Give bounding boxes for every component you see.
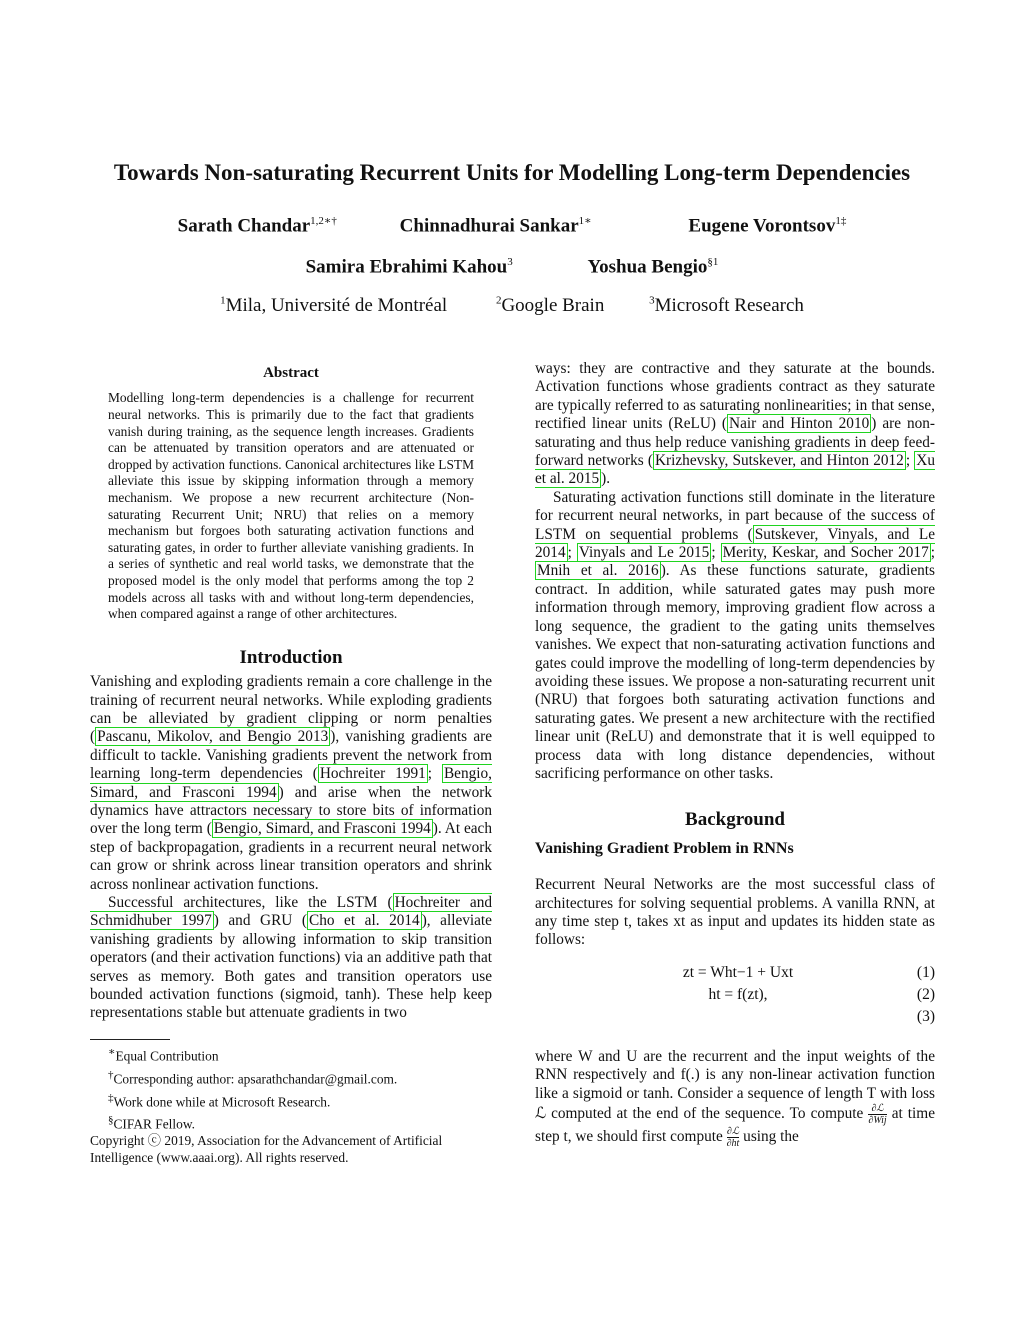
intro-paragraph-1: Vanishing and exploding gradients remain a core challenge in the training of recurrent neural networks. While exploding gradients can be alleviated by gradient clipping or norm penalties ( Pascanu, Mikolov, and Bengio 2013 ), vanishing gradients are difficult to tackle. Vanishing gradients prevent the network from learning long-term dependencies ( Hochreiter 1991 ; Bengio, Simard, and Frasconi 1994 ) and arise when the network dynamics have attractors necessary to store bits of information over the long term ( Bengio, Simard, and Frasconi 1994 ). At each step of backpropagation, gradients in a recurrent neural network can grow or shrink across linear transition operators and shrink across nonlinear activation functions. [90,673,492,893]
affiliation: $^2$Google Brain [495,295,605,317]
background-paragraph-1: Recurrent Neural Networks are the most successful class of architectures for solving sequential problems. A vanilla RNN, at any time step t, takes xt as input and updates its hidden state as follows: [535,876,935,949]
right-column [535,360,935,1149]
copyright-notice: Copyright ⓒ 2019, Association for the Advancement of Artificial Intelligence (www.aaai.org). All rights reserved. [90,1133,443,1165]
fraction: $\frac{\text{∂ℒ}}{\partial ht}$ [726,1126,740,1149]
citation-link[interactable]: Vinyals and Le 2015 [578,544,710,562]
right-paragraph-1: ways: they are contractive and they saturate at the bounds. Activation functions whose gradients contract as they saturate are typically referred to as saturating nonlinearities; in that sense, rectified linear units (ReLU) ( Nair and Hinton 2010 ) are non-saturating and thus help reduce vanishing gradients in deep feed-forward networks ( Krizhevsky, Sutskever, and Hinton 2012 ; Xu et al. 2015 ). [535,360,935,488]
vanishing-gradient-heading: Vanishing Gradient Problem in RNNs [535,839,794,857]
author: Chinnadhurai Sankar$^{1∗}$ [399,215,592,237]
footnote: ∗Equal Contribution [108,1045,219,1064]
citation-link[interactable]: Xu et al. 2015 [535,452,935,488]
background-paragraph-2: where W and U are the recurrent and the input weights of the RNN respectively and f(.) is any non-linear activation function like a sigmoid or tanh. Consider a sequence of length T with loss ℒ computed at the end of the sequence. To compute $\frac{\text{∂ℒ}}{\text{∂Wij}}$ at time step t, we should first compute $\frac{\text{∂ℒ}}{\partial ht}$ using the [535,1047,935,1149]
citation-link[interactable]: Mnih et al. 2016 [537,562,659,580]
equation-block [535,964,935,1030]
citation-link[interactable]: Bengio, Simard, and Frasconi 1994 [213,820,431,838]
intro-paragraph-2: Successful architectures, like the LSTM ( Hochreiter and Schmidhuber 1997 ) and GRU ( Cho et al. 2014 ), alleviate vanishing gradients by allowing information to skip transition operators (and their activation functions) via an additive path that serves as memory. Both gates and transition operators use bounded activation functions (sigmoid, tanh). These help keep representations stable but attenuate gradients in two [90,894,492,1022]
author: Sarath Chandar$^{1,2∗\dagger}$ [177,215,337,237]
author: Yoshua Bengio$^{\S 1}$ [587,256,719,278]
fraction: $\frac{\text{∂ℒ}}{\text{∂Wij}}$ [868,1103,887,1126]
abstract-text: Modelling long-term dependencies is a challenge for recurrent neural networks. This is primarily due to the fact that gradients vanish during training, as the sequence length increases. Gradients can be attenuated by transition operators and are attenuated or dropped by activation functions. Canonical architectures like LSTM alleviate this issue by skipping information through a memory mechanism. We propose a new recurrent architecture (Non-saturating Recurrent Unit; NRU) that relies on a memory mechanism but forgoes both saturating activation functions and saturating gates, in order to further alleviate vanishing gradients. In a series of synthetic and real world tasks, we demonstrate that the proposed model is the only model that performs among the top 2 models across all tasks with and without long-term dependencies, when compared against a range of other architectures. [108,390,474,622]
affiliation: $^1$Mila, Université de Montréal [220,295,448,317]
footnote: †Corresponding author: apsarathchandar@gmail.com. [108,1068,398,1087]
citation-link[interactable]: Cho et al. 2014 [309,912,420,930]
author: Samira Ebrahimi Kahou$^3$ [305,256,513,278]
paper-title: Towards Non-saturating Recurrent Units for Modelling Long-term Dependencies [113,160,911,185]
equation: (3) [916,1007,935,1025]
citation-link[interactable]: Sutskever, Vinyals, and Le 2014 [535,525,935,562]
author-row-1 [0,214,1024,237]
footnote: §CIFAR Fellow. [108,1114,195,1132]
equation: ht = f(zt), (2) [708,985,935,1003]
right-paragraph-2: Saturating activation functions still dominate in the literature for recurrent neural networks, in part because of the success of LSTM on sequential problems ( Sutskever, Vinyals, and Le 2014 ; Vinyals and Le 2015 ; Merity, Keskar, and Socher 2017 ; Mnih et al. 2016 ). As these functions saturate, gradients contract. In addition, while saturated gates may push more information through memory, improving gradient flow across a long sequence, the gradient to the gating units themselves vanishes. We expect that non-saturating activation functions and gates could improve the modelling of long-term dependencies by avoiding these issues. We propose a non-saturating recurrent unit (NRU) that forgoes both saturating activation functions and saturating gates. We present a new architecture with the rectified linear unit (ReLU) and demonstrate that it is well equipped to process data with long distance dependencies, without sacrificing performance on other tasks. [535,488,936,782]
abstract-heading: Abstract [263,365,319,381]
citation-link[interactable]: Merity, Keskar, and Socher 2017 [722,544,929,562]
footnote-rule [90,1039,170,1040]
citation-link[interactable]: Krizhevsky, Sutskever, and Hinton 2012 [654,452,904,470]
affiliation: $^3$Microsoft Research [649,295,804,317]
citation-link[interactable]: Pascanu, Mikolov, and Bengio 2013 [97,728,329,746]
author-row-2 [0,256,1024,278]
citation-link[interactable]: Hochreiter 1991 [319,765,426,783]
affiliations [0,295,1024,317]
equation: zt = Wht−1 + Uxt (1) [682,963,935,981]
citation-link[interactable]: Bengio, Simard, and Frasconi 1994 [90,765,492,801]
footnote: ‡Work done while at Microsoft Research. [108,1091,331,1110]
citation-link[interactable]: Hochreiter and Schmidhuber 1997 [90,894,492,930]
citation-link[interactable]: Nair and Hinton 2010 [729,415,870,433]
left-column [90,360,492,1166]
introduction-heading: Introduction [239,646,343,668]
background-heading: Background [685,809,785,831]
author: Eugene Vorontsov$^{1\ddagger}$ [688,215,847,237]
